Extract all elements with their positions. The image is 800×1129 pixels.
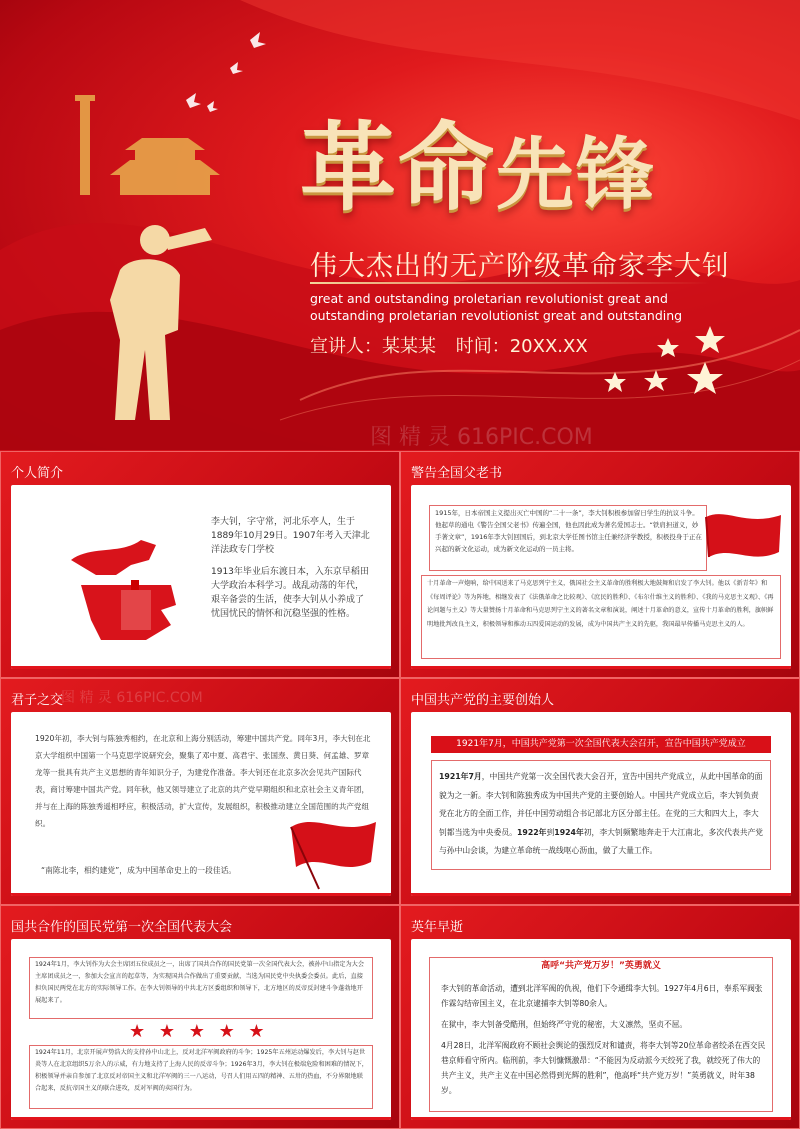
- panel-card: [11, 712, 391, 896]
- panel-card: [11, 485, 391, 669]
- profile-text: [211, 515, 371, 621]
- martyr-text: [441, 981, 767, 1098]
- warning-paragraph: 1915年，日本帝国主义提出灭亡中国的“二十一条”，李大钊积极参加留日学生的抗议斗争。他起草的通电《警告全国父老书》传遍全国，他也因此成为著名爱国志士。“铁肩担道义，妙手著文章”，1916年李大钊回国后，到北京大学任图书馆主任兼经济学教授，积极投身于正在兴起的新文化运动，成为新文化运动的一员主将。: [435, 509, 702, 553]
- panel-profile: [0, 451, 400, 678]
- dove-icons: [186, 32, 266, 112]
- gentleman-quote: “南陈北李，相约建党”，成为中国革命史上的一段佳话。: [41, 866, 237, 875]
- founder-paragraph: [439, 768, 765, 861]
- martyr-paragraph: 李大钊的革命活动，遭到北洋军阀的仇视，他们下令通缉李大钊。1927年4月6日，奉系军阀张作霖勾结帝国主义，在北京逮捕李大钊等80余人。: [441, 984, 763, 1008]
- warning-paragraph: 十月革命一声炮响，给中国送来了马克思列宁主义，俄国社会主义革命的胜利极大地鼓舞和启发了李大钊。他以《新青年》和《每周评论》等为阵地，相继发表了《法俄革命之比较观》、《庶民的胜利》、《布尔什维主义的胜利》、《我的马克思主义观》、《再论问题与主义》等大量赞扬十月革命和马克思列宁主义的著名文章和演说，阐述十月革命的意义，宣传十月革命的胜利，旗帜鲜明地批判改良主义，积极领导和推动五四爱国运动的发展，成为中国共产主义的先驱，我国最早传播马克思主义的人。: [427, 580, 774, 628]
- martyr-paragraph: 在狱中，李大钊备受酷刑，但始终严守党的秘密，大义凛然，坚贞不屈。: [441, 1020, 688, 1029]
- panel-gentleman: [0, 678, 400, 905]
- profile-paragraph: 1913年毕业后东渡日本，入东京早稻田大学政治本科学习。战乱动荡的年代，艰辛备尝的生活，使李大钊从小养成了忧国忧民的情怀和沉稳坚强的性格。: [211, 567, 369, 619]
- panel-title: 英年早逝: [411, 920, 464, 935]
- panel-martyr: [400, 905, 800, 1129]
- cover-title-big: 革命: [300, 111, 496, 224]
- panel-title: 国共合作的国民党第一次全国代表大会: [11, 920, 233, 935]
- panel-card: [11, 939, 391, 1120]
- panel-card: [411, 712, 791, 896]
- founder-date: 1922年: [516, 827, 547, 837]
- kmt-paragraph: 1924年1月，李大钊作为大会主席团五位成员之一，出席了国共合作的国民党第一次全国代表大会，被孙中山指定为大会主席团成员之一，参加大会宣言的起草等，为实现国共合作做出了重要贡献，当选为国民党中央执委会委员。此后，直接担负国民两党在北方的实际领导工作。在李大钊领导的中共北方区委组织和领导下，北方地区的反帝反封建斗争蓬勃地开展起来了。: [35, 961, 365, 1004]
- time-label: 时间：20XX.XX: [455, 336, 588, 357]
- cover-divider: [310, 282, 710, 284]
- panel-title: 中国共产党的主要创始人: [411, 693, 555, 708]
- red-flag-icon: [271, 807, 381, 892]
- cover-meta: [310, 332, 602, 358]
- panel-title: 君子之交: [11, 693, 64, 708]
- cover-subtitle: 伟大杰出的无产阶级革命家李大钊: [310, 251, 730, 282]
- panel-card: [411, 939, 791, 1120]
- founder-text: 初，李大钊频繁地奔走于大江南北，多次代表共产党与孙中山会谈，为建立革命统一战线呕心沥血，做了大量工作。: [439, 827, 764, 855]
- banner-bar: 1921年7月，中国共产党第一次全国代表大会召开，宣告中国共产党成立: [431, 736, 771, 753]
- red-flag-icon: [701, 507, 786, 567]
- founder-text: ，中国共产党第一次全国代表大会召开，宣告中国共产党成立，从此中国革命的面貌为之一新。李大钊和陈独秀成为中国共产党的主要创始人。中国共产党成立后，李大钊负责党在北方的全面工作，并任中国劳动组合书记部北方区分部主任。在党的三大和四大上，李大钊都当选为中央委员。: [439, 772, 763, 837]
- watermark: 图 精 灵 616PIC.COM: [370, 425, 593, 450]
- portrait-map-illustration: [61, 515, 191, 645]
- star-icons: ★ ★ ★ ★ ★: [129, 1021, 269, 1042]
- kmt-paragraph: 1924年11月，北京开展声势浩大的支持孙中山北上，反对北洋军阀政府的斗争；1925年五州运动爆发后，李大钊与赵世炎等人在北京组织5万余人的示威，有力地支持了上海人民的反帝斗争；1926年3月，李大钊在极端危险和困难的情况下，积极领导并亲自参加了北京反对帝国主义和北洋军阀的三一八运动，号召人们用五四的精神、五卅的热血，不分界限地联合起来，反抗帝国主义的联合进攻，反对军阀的卖国行为。: [35, 1049, 368, 1092]
- founder-date: 1921年7月: [439, 772, 482, 781]
- founder-text: 到: [546, 827, 555, 837]
- panel-card: [411, 485, 791, 669]
- panel-warning: [400, 451, 800, 678]
- cover-title-small: 先锋: [496, 129, 657, 220]
- panel-title: 个人简介: [11, 466, 64, 481]
- speaker-label: 宣讲人：某某某: [310, 336, 436, 357]
- panel-title: 警告全国父老书: [411, 466, 503, 481]
- cover-title: [300, 92, 656, 229]
- panel-founder: [400, 678, 800, 905]
- cover-english-text: great and outstanding proletarian revolutionist great and outstanding proletarian revolutionist great and outstanding: [310, 291, 683, 323]
- cover-slide: [0, 0, 800, 450]
- watermark: 图 精 灵 616PIC.COM: [61, 690, 203, 706]
- martyr-paragraph: 4月28日，北洋军阀政府不顾社会舆论的强烈反对和谴责，将李大钊等20位革命者绞杀在西交民巷京师看守所内。临刑前，李大钊慷慨激昂：“不能因为反动派今天绞死了我，就绞死了伟大的共产主义，共产主义在中国必然得到光辉的胜利”，他高呼“共产党万岁！”英勇就义，时年38岁。: [441, 1041, 766, 1095]
- profile-paragraph: 李大钊，字守常，河北乐亭人，生于1889年10月29日。1907年考入天津北洋法政专门学校: [211, 517, 370, 555]
- founder-date: 1924年: [554, 827, 584, 837]
- martyr-banner: 高呼“共产党万岁！”英勇就义: [541, 961, 661, 971]
- panel-kmt: [0, 905, 400, 1129]
- watermark: 图 精 灵 616PIC.COM: [161, 650, 303, 666]
- gentleman-paragraph: 1920年初，李大钊与陈独秀相约，在北京和上海分别活动，筹建中国共产党。同年3月，李大钊在北京大学组织中国第一个马克思学说研究会，聚集了邓中夏、高君宇、张国焘、黄日葵、何孟雄、罗章龙等一批具有共产主义思想的青年知识分子，为建党作准备。李大钊还在北京多次会见共产国际代表，商讨筹建中国共产党。同年秋，他又领导建立了北京的共产党早期组织和北京社会主义青年团，并与在上海的陈独秀遥相呼应，积极活动，扩大宣传，发展组织，积极推动建立全国范围的共产党组织。: [35, 734, 371, 828]
